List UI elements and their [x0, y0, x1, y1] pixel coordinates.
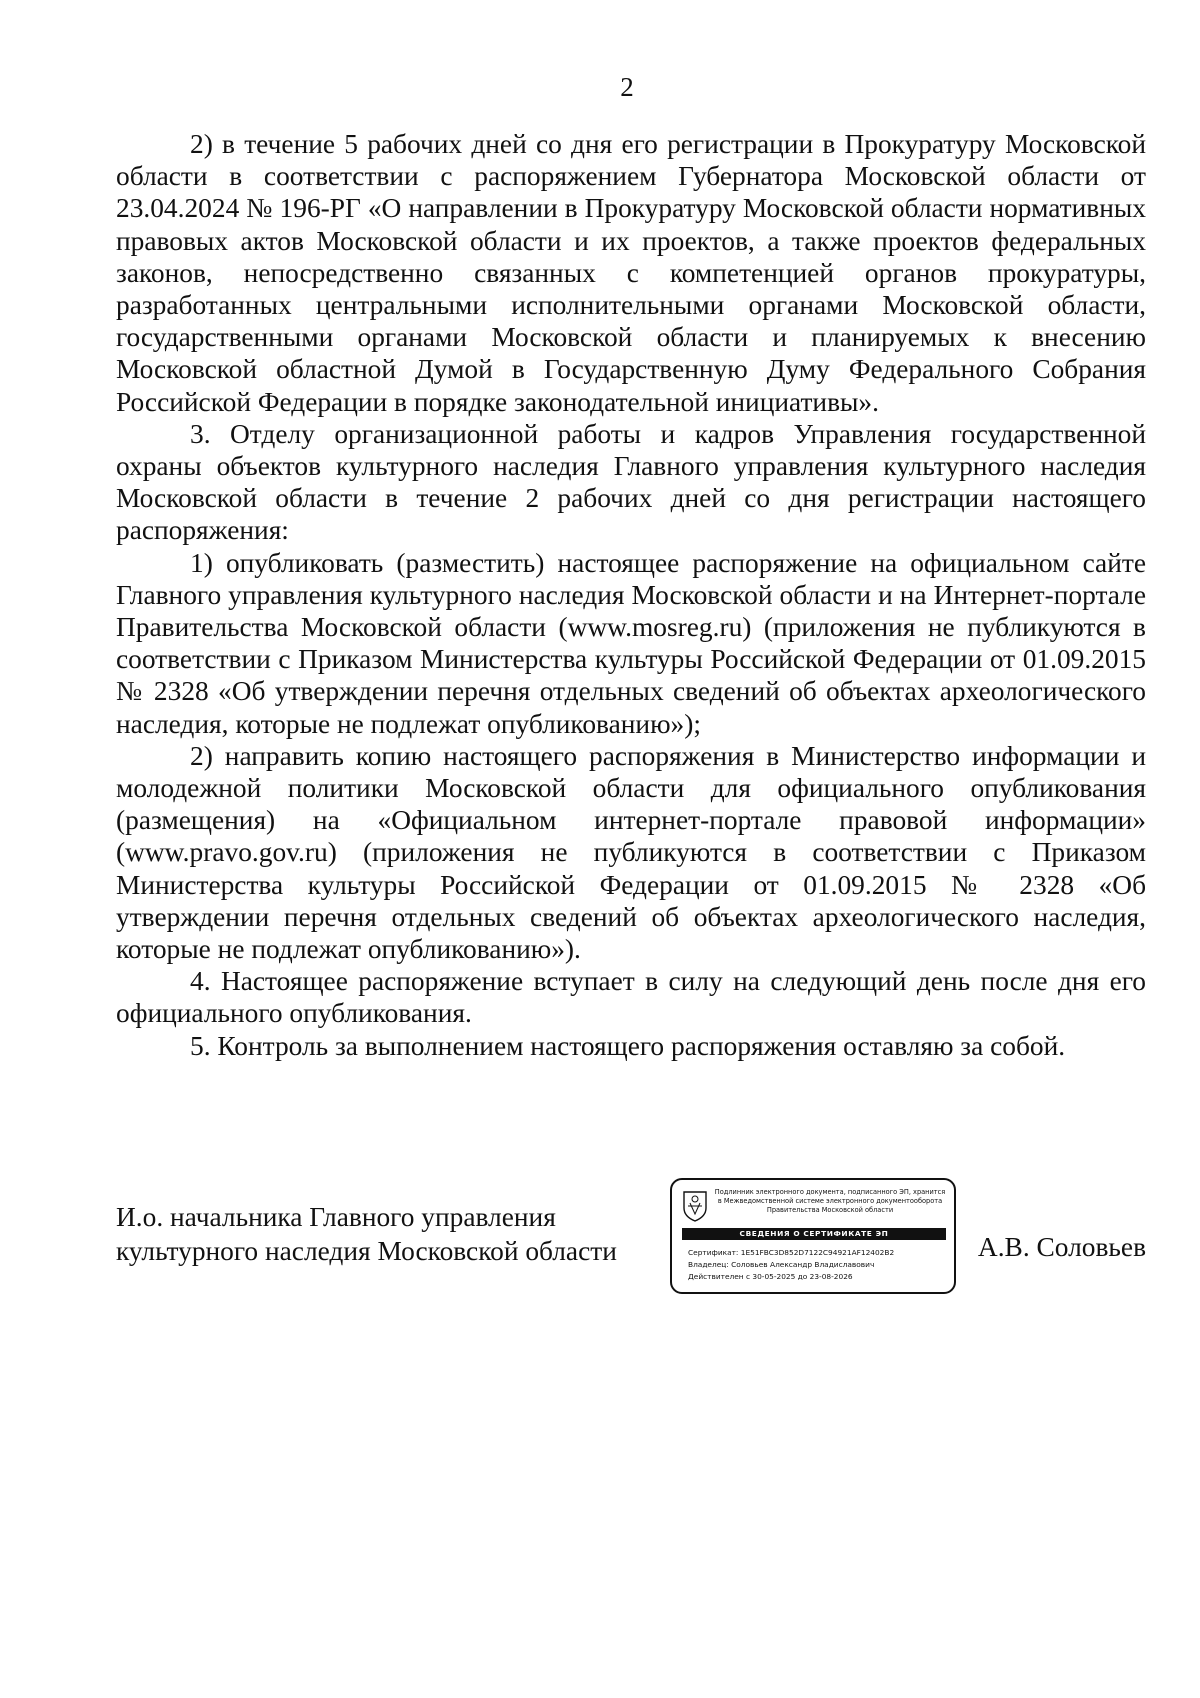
signatory-title [116, 1200, 617, 1268]
certificate-number: Сертификат: 1E51FBC3D852D7122C94921AF12402B2 [688, 1248, 895, 1257]
signatory-title-line: культурного наследия Московской области [116, 1236, 617, 1266]
coat-of-arms-icon [682, 1190, 708, 1222]
paragraph: 2) в течение 5 рабочих дней со дня его регистрации в Прокуратуру Московской области в соответствии с распоряжением Губернатора Московской области от 23.04.2024 № 196-РГ «О направлении в Прокуратуру Московской области нормативных правовых актов Московской области и их проектов, а также проектов федеральных законов, непосредственно связанных с компетенцией органов прокуратуры, разработанных центральными исполнительными органами Московской области, государственными органами Московской области и планируемых к внесению Московской областной Думой в Государственную Думу Федерального Собрания Российской Федерации в порядке законодательной инициативы». [116, 129, 1146, 417]
stamp-header: СВЕДЕНИЯ О СЕРТИФИКАТЕ ЭП [682, 1228, 946, 1240]
paragraph: 1) опубликовать (разместить) настоящее распоряжение на официальном сайте Главного управления культурного наследия Московской области и на Интернет-портале Правительства Московской области (www.mosreg.ru) (приложения не публикуются в соответствии с Приказом Министерства культуры Российской Федерации от 01.09.2015 № 2328 «Об утверждении перечня отдельных сведений об объектах археологического наследия, которые не подлежат опубликованию»); [116, 547, 1146, 739]
electronic-signature-stamp [670, 1178, 956, 1294]
paragraph: 3. Отделу организационной работы и кадров Управления государственной охраны объектов культурного наследия Главного управления культурного наследия Московской области в течение 2 рабочих дней со дня регистрации настоящего распоряжения: [116, 418, 1146, 546]
paragraph: 2) направить копию настоящего распоряжения в Министерство информации и молодежной политики Московской области для официального опубликования (размещения) на «Официальном интернет-портале правовой информации» (www.pravo.gov.ru) (приложения не публикуются в соответствии с Приказом Министерства культуры Российской Федерации от 01.09.2015 № 2328 «Об утверждении перечня отдельных сведений об объектах археологического наследия, которые не подлежат опубликованию»). [116, 740, 1146, 965]
document-body [116, 128, 1146, 1062]
stamp-note: Подлинник электронного документа, подписанного ЭП, хранится в Межведомственной системе электронного документооборота Правительства Московской области [714, 1188, 946, 1214]
signatory-title-line: И.о. начальника Главного управления [116, 1202, 556, 1232]
paragraph: 5. Контроль за выполнением настоящего распоряжения оставляю за собой. [190, 1030, 1066, 1061]
signatory-name: А.В. Соловьев [977, 1232, 1146, 1262]
page-number: 2 [620, 72, 634, 102]
paragraph: 4. Настоящее распоряжение вступает в силу на следующий день после дня его официального опубликования. [116, 966, 1146, 1029]
certificate-validity: Действителен с 30-05-2025 до 23-08-2026 [688, 1272, 853, 1281]
certificate-owner: Владелец: Соловьев Александр Владиславович [688, 1260, 875, 1269]
